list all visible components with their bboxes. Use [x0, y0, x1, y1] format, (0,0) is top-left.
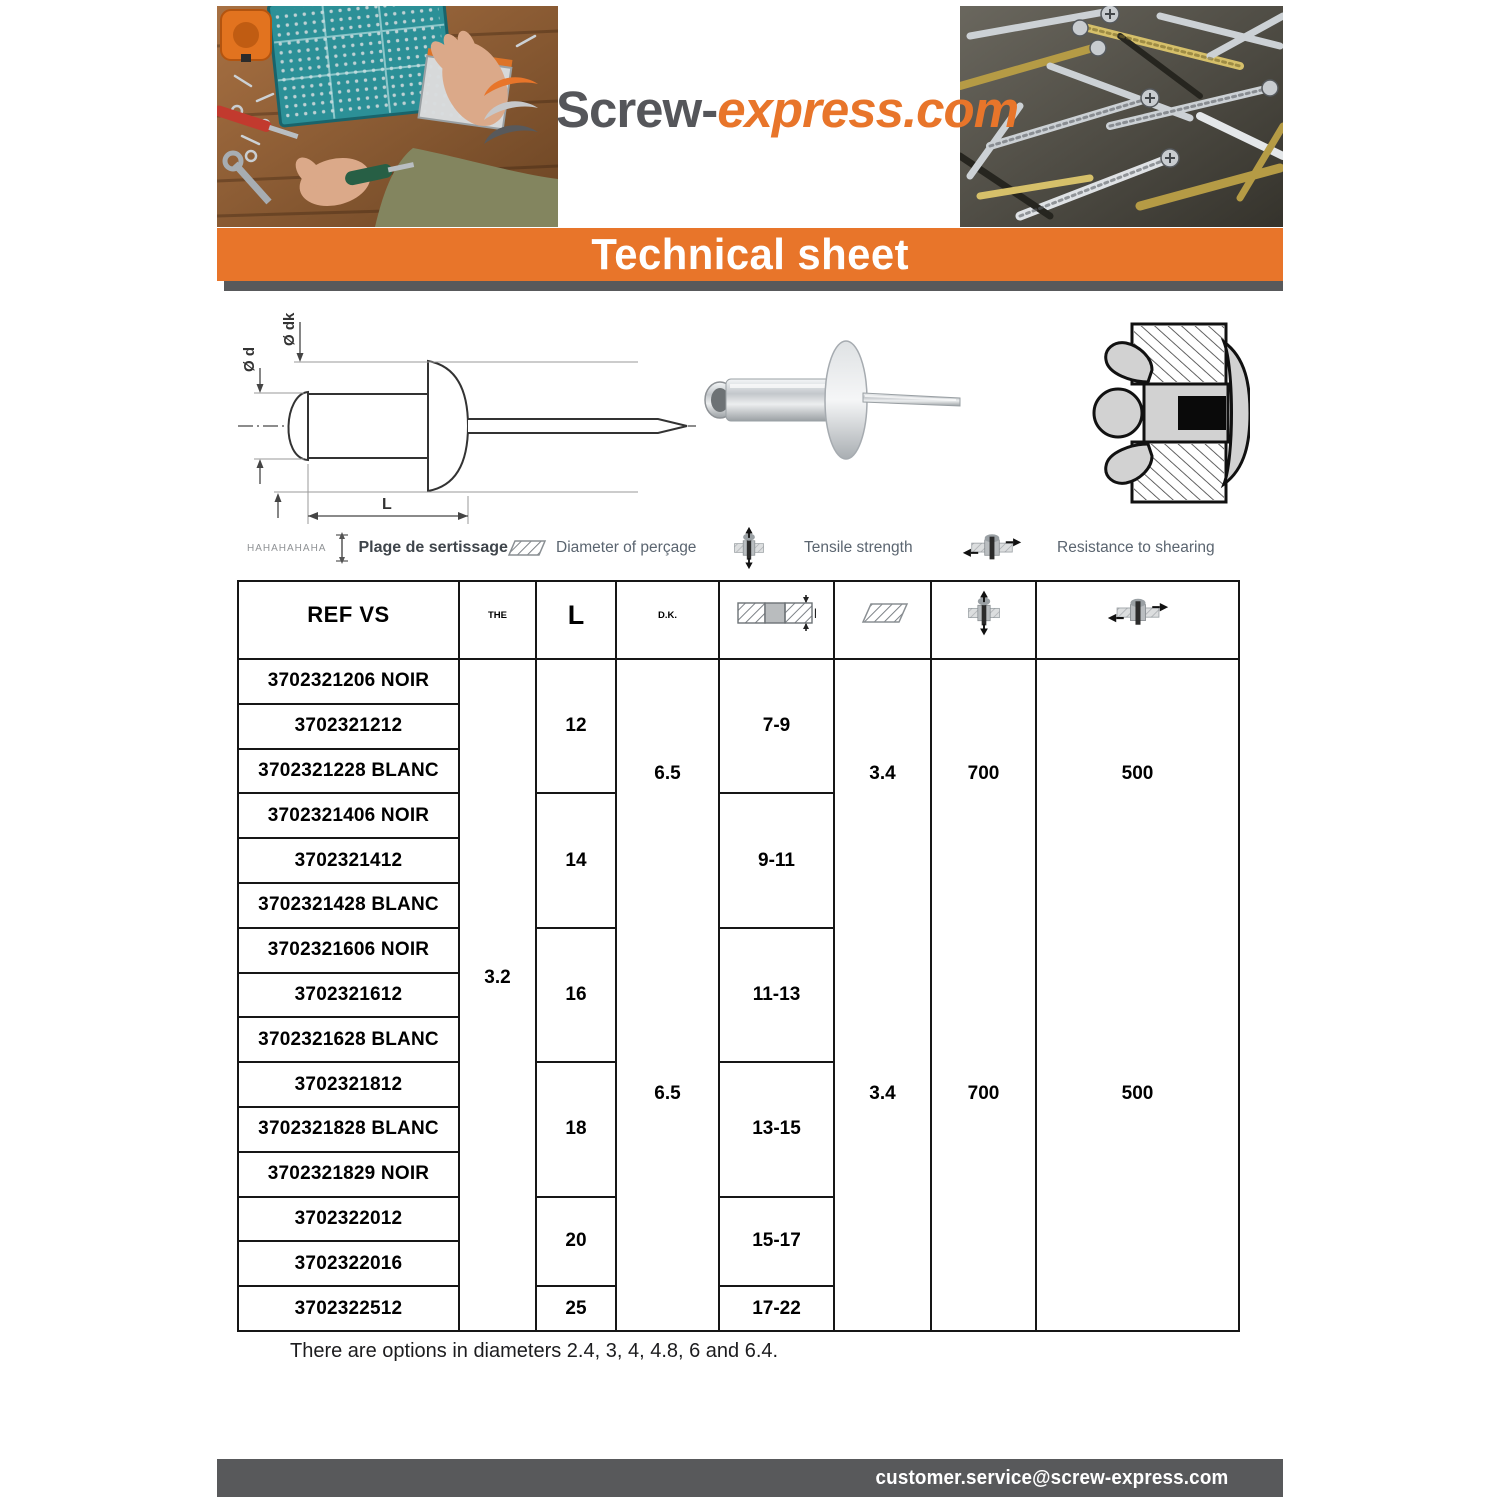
page-title: Technical sheet [591, 229, 909, 279]
shear-column-cell [1036, 659, 1239, 1331]
ref-cell: 3702321212 [238, 704, 459, 749]
crimp-group-cell: 13-15 [719, 1062, 834, 1196]
header-the: THE [459, 581, 536, 659]
crimp-group-cell: 9-11 [719, 793, 834, 927]
diameter-options-footnote: There are options in diameters 2.4, 3, 4, 4.8, 6 and 6.4. [290, 1340, 779, 1362]
shear-value: 500 [1121, 762, 1154, 784]
header-l: L [536, 581, 616, 659]
crimp-range-arrow-icon [335, 532, 349, 564]
ref-cell: 3702321428 BLANC [238, 883, 459, 928]
title-banner [217, 228, 1283, 281]
ref-cell: 3702321406 NOIR [238, 793, 459, 838]
footer-bar [217, 1459, 1283, 1497]
crimp-group-cell: 11-13 [719, 928, 834, 1062]
tensile-column-cell [931, 659, 1036, 1331]
the-column-cell [459, 659, 536, 1331]
legend-tensile-label: Tensile strength [804, 539, 913, 556]
header-tensile-strength-icon [931, 581, 1036, 659]
rivet-product-photo [698, 322, 983, 517]
legend-drill-diameter [503, 532, 696, 564]
header-drill-diameter-icon [834, 581, 931, 659]
ref-cell: 3702321829 NOIR [238, 1152, 459, 1197]
ref-cell: 3702322012 [238, 1197, 459, 1242]
legend-crimp-label: Plage de sertissage [358, 539, 508, 556]
customer-service-email: customer.service@screw-express.com [875, 1466, 1228, 1489]
shear-resistance-icon [962, 530, 1022, 566]
legend-crimp-range [247, 532, 508, 564]
logo [217, 70, 1283, 152]
crimp-group-cell: 17-22 [719, 1286, 834, 1331]
ref-cell: 3702321206 NOIR [238, 659, 459, 704]
legend-blur-text: HAHAHAHAHA [247, 542, 327, 554]
dk-column-cell [616, 659, 719, 1331]
header-dk: D.K. [616, 581, 719, 659]
l-group-cell: 25 [536, 1286, 616, 1331]
tensile-value: 700 [967, 1083, 1000, 1105]
crimp-icon-label: l [813, 605, 817, 621]
dim-dk-label: Ø dk [281, 312, 298, 346]
logo-text-primary: Screw- [555, 81, 718, 138]
ref-cell: 3702321612 [238, 973, 459, 1018]
crimp-group-cell: 15-17 [719, 1197, 834, 1287]
rivet-technical-drawing [238, 306, 703, 546]
legend-shear-label: Resistance to shearing [1057, 539, 1215, 556]
drill-hatch-icon [503, 539, 547, 557]
l-group-cell: 20 [536, 1197, 616, 1287]
ref-cell: 3702322016 [238, 1241, 459, 1286]
dk-value: 6.5 [654, 1083, 681, 1105]
dim-l-label: L [382, 496, 392, 513]
the-value: 3.2 [484, 967, 511, 989]
table-row [238, 659, 1239, 704]
l-group-cell: 16 [536, 928, 616, 1062]
ref-cell: 3702321606 NOIR [238, 928, 459, 973]
ref-cell: 3702321828 BLANC [238, 1107, 459, 1152]
banner-shadow-strip [224, 281, 1283, 291]
l-group-cell: 18 [536, 1062, 616, 1196]
legend-drill-label: Diameter of perçage [556, 539, 697, 556]
installed-rivet-cross-section [1078, 318, 1250, 513]
dim-d-label: Ø d [241, 347, 258, 372]
crimp-group-cell: 7-9 [719, 659, 834, 793]
table-header-row [238, 581, 1239, 659]
legend-tensile [733, 532, 913, 564]
drill-value: 3.4 [869, 1083, 896, 1105]
dk-value: 6.5 [654, 762, 681, 784]
header-shear-resistance-icon [1036, 581, 1239, 659]
drill-column-cell [834, 659, 931, 1331]
header-ref: REF VS [238, 581, 459, 659]
shear-value: 500 [1121, 1083, 1154, 1105]
header-crimping-range-icon [719, 581, 834, 659]
logo-swoosh-icon [482, 70, 546, 152]
ref-cell: 3702322512 [238, 1286, 459, 1331]
legend-shear [962, 532, 1215, 564]
logo-text-secondary: express.com [717, 81, 1019, 138]
l-group-cell: 14 [536, 793, 616, 927]
l-group-cell: 12 [536, 659, 616, 793]
spec-table [237, 580, 1240, 1332]
drill-value: 3.4 [869, 762, 896, 784]
ref-cell: 3702321628 BLANC [238, 1017, 459, 1062]
ref-cell: 3702321812 [238, 1062, 459, 1107]
tape-measure [221, 10, 271, 62]
tensile-strength-icon [733, 526, 765, 570]
tensile-value: 700 [967, 762, 1000, 784]
ref-cell: 3702321228 BLANC [238, 749, 459, 794]
ref-cell: 3702321412 [238, 838, 459, 883]
